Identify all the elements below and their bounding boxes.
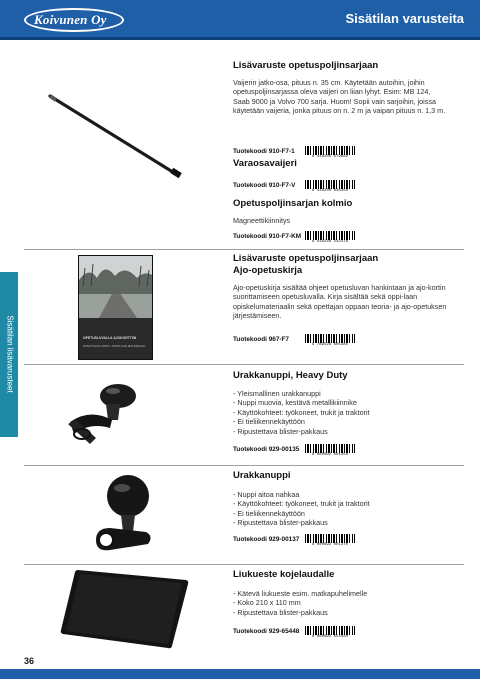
- bullet-list: [233, 490, 448, 528]
- page-number: 36: [24, 656, 35, 666]
- bullet-item: - Nuppi muovia, kestävä metallikiinnike: [233, 398, 357, 408]
- product-code-row: [233, 444, 448, 458]
- product-code: Tuotekoodi 967-F7: [233, 336, 289, 343]
- page-title: Sisätilan varusteita: [345, 11, 464, 26]
- bullet-list: [233, 589, 448, 617]
- product-code-row: [233, 334, 448, 348]
- company-logo: [24, 6, 124, 34]
- bullet-item: - Ei tieliikennekäyttöön: [233, 417, 305, 427]
- barcode-number: 8 000692 654484: [311, 635, 348, 639]
- product-title: Lisävaruste opetuspoljinsarjaan: [233, 60, 379, 71]
- book-cover-title: OPETUSLUVALLA AJOKORTTIIN: [83, 336, 137, 340]
- product-description: Ajo-opetuskirja sisältää ohjeet opetusluvan hankintaan ja ajo-kortin suorittamiseen opetusluvalla. Kirja sisältää sekä oppi-laan opiskelumateriaalin sekä opettajan oppaan teoria- ja ajo-opetuksen järjestämiseen.: [233, 283, 447, 320]
- barcode-number: 6 416240 079882: [311, 155, 348, 159]
- bullet-item: - Koko 210 x 110 mm: [233, 598, 301, 608]
- footer-bar: [0, 669, 480, 679]
- leather-knob-image: [88, 470, 163, 562]
- barcode-number: 6 416240 242378: [311, 240, 348, 244]
- section-divider: [24, 465, 464, 466]
- product-title: Varaosavaijeri: [233, 158, 297, 169]
- bullet-item: - Yleismallinen urakkanuppi: [233, 389, 321, 398]
- barcode: [305, 180, 355, 194]
- bullet-item: - Ripustettava blister-pakkaus: [233, 607, 328, 617]
- side-tab-label: Sisätilan lisävarusteet: [5, 315, 15, 393]
- bullet-item: - Käyttökohteet: työkoneet, trukit ja traktorit: [233, 499, 370, 509]
- barcode-bars: [305, 146, 355, 155]
- product-description: Vaijerin jatko-osa, pituus n. 35 cm. Käytetään autoihin, joihin opetuspoljinsarjassa oleva vaijeri on liian lyhyt. Esim: MB 124, Saab 9000 ja Volvo 700 sarja. Huom! Sopii vain sarjoihin, joissa käytetään vaijeria, jonka pituus on n. 2 m ja vaipan pituus n. 1,3 m.: [233, 78, 446, 115]
- bullet-item: - Kätevä liukueste esim. matkapuhelimelle: [233, 589, 368, 598]
- product-code-row: [233, 231, 448, 245]
- product-description: Magneettikiinnitys: [233, 216, 291, 225]
- barcode: [305, 334, 355, 348]
- product-code: Tuotekoodi 929-00137: [233, 536, 300, 543]
- cable-extension-image: [40, 88, 190, 188]
- product-triangle: [233, 198, 448, 225]
- product-title: Opetuspoljinsarjan kolmio: [233, 198, 353, 209]
- product-title: Lisävaruste opetuspoljinsarjaan Ajo-opetuskirja: [233, 253, 379, 276]
- product-code: Tuotekoodi 910-F7-1: [233, 148, 295, 155]
- bullet-item: - Käyttökohteet: työkoneet, trukit ja traktorit: [233, 407, 370, 417]
- product-anti-slip-mat: [233, 569, 448, 617]
- barcode-number: 6 416240 938350: [311, 189, 348, 193]
- header-bar: [0, 0, 480, 40]
- barcode-bars: [305, 444, 355, 453]
- barcode-bars: [305, 334, 355, 343]
- product-code: Tuotekoodi 910-F7-KM: [233, 233, 302, 240]
- section-divider: [24, 564, 464, 565]
- product-heavy-duty-knob: [233, 370, 448, 436]
- logo-text: Koivunen Oy: [34, 12, 107, 27]
- barcode-bars: [305, 626, 355, 635]
- header-stripe: [0, 37, 480, 40]
- product-code-row: [233, 626, 448, 640]
- product-code: Tuotekoodi 929-00135: [233, 446, 300, 453]
- product-title: Urakkanuppi, Heavy Duty: [233, 370, 348, 381]
- product-code: Tuotekoodi 929-65448: [233, 628, 300, 635]
- product-cable-extension: [233, 60, 448, 115]
- barcode-bars: [305, 180, 355, 189]
- barcode-number: 8 000692 001370: [311, 543, 348, 547]
- barcode-bars: [305, 534, 355, 543]
- barcode: [305, 231, 355, 245]
- bullet-item: - Ripustettava blister-pakkaus: [233, 426, 328, 436]
- book-cover-photo: [79, 256, 153, 318]
- product-code: Tuotekoodi 910-F7-V: [233, 182, 296, 189]
- product-title: Liukueste kojelaudalle: [233, 569, 335, 580]
- product-leather-knob: [233, 470, 448, 528]
- barcode: [305, 444, 355, 458]
- product-code-row: [233, 534, 448, 548]
- section-divider: [24, 249, 464, 250]
- anti-slip-mat-image: [60, 568, 190, 650]
- product-code-row: [233, 180, 448, 194]
- barcode-number: 9 789526 605385: [311, 343, 348, 347]
- book-cover-image: [78, 255, 153, 360]
- bullet-item: - Ripustettava blister-pakkaus: [233, 518, 328, 528]
- barcode-number: 8 000692 001356: [311, 453, 348, 457]
- section-side-tab: [0, 272, 18, 437]
- barcode: [305, 626, 355, 640]
- heavy-duty-knob-image: [60, 378, 155, 448]
- barcode-bars: [305, 231, 355, 240]
- book-cover-subtitle: OPETTAJAN OPAS / OPPILAAN MATERIAALI: [83, 344, 146, 348]
- barcode: [305, 534, 355, 548]
- bullet-item: - Ei tieliikennekäyttöön: [233, 508, 305, 518]
- product-driving-book: [233, 253, 448, 320]
- product-title: Urakkanuppi: [233, 470, 291, 481]
- bullet-list: [233, 389, 448, 436]
- bullet-item: - Nuppi aitoa nahkaa: [233, 490, 300, 499]
- product-spare-cable: [233, 158, 448, 170]
- section-divider: [24, 364, 464, 365]
